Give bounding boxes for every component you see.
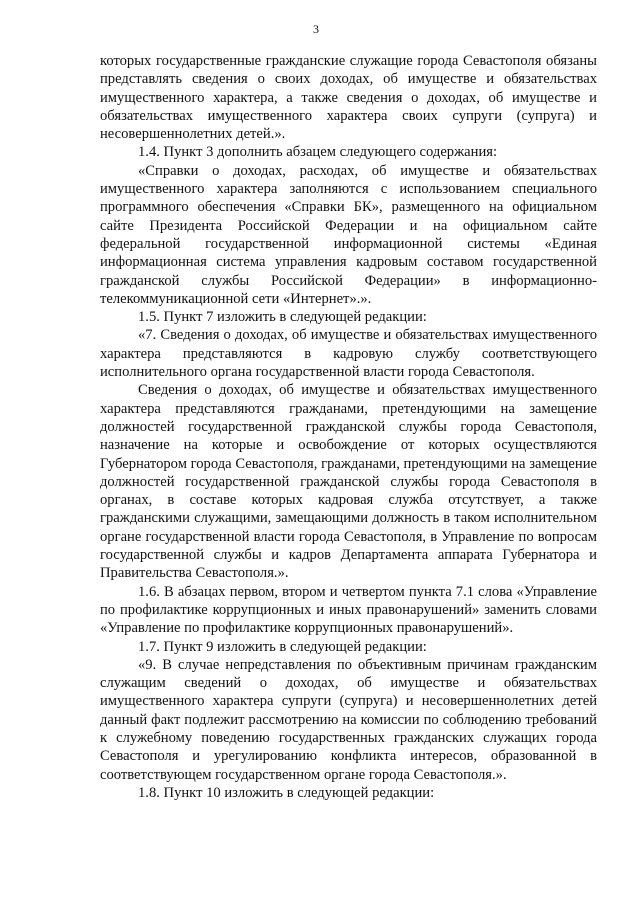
paragraph: Сведения о доходах, об имуществе и обязательствах имущественного характера представляются гражданами, претендующими на замещение должностей государственной гражданской службы города Севастополя, назначение на которые и освобождение от которых осуществляются Губернатором города Севастополя, гражданами, претендующими на замещение должностей государственной гражданской службы города Севастополя в органах, в составе которых кадровая служба отсутствует, а также гражданскими служащими, замещающими должность в таком исполнительном органе государственной власти города Севастополя, в Управление по вопросам государственной службы и кадров Департамента аппарата Губернатора и Правительства Севастополя.». xyxy=(100,382,597,582)
paragraph: «Справки о доходах, расходах, об имуществе и обязательствах имущественного характера заполняются с использованием специального программного обеспечения «Справки БК», размещенного на официальном сайте Президента Российской Федерации и на официальном сайте федеральной государственной информационной системы «Единая информационная система управления кадровым составом государственной гражданской службы Российской Федерации» в информационно-телекоммуникационной сети «Интернет».». xyxy=(100,162,597,307)
page-number: 3 xyxy=(313,22,319,36)
paragraph: 1.6. В абзацах первом, втором и четвертом пункта 7.1 слова «Управление по профилактике коррупционных и иных правонарушений» заменить словами «Управление по профилактике коррупционных правонарушений». xyxy=(100,583,597,637)
paragraph: 1.4. Пункт 3 дополнить абзацем следующего содержания: xyxy=(138,144,498,161)
paragraph: 1.5. Пункт 7 изложить в следующей редакции: xyxy=(138,309,427,326)
paragraph: «9. В случае непредставления по объективным причинам гражданским служащим сведений о доходах, об имуществе и обязательствах имущественного характера супруги (супруга) и несовершеннолетних детей данный факт подлежит рассмотрению на комиссии по соблюдению требований к служебному поведению государственных гражданских служащих города Севастополя и урегулированию конфликта интересов, образованной в соответствующем государственном органе города Севастополя.». xyxy=(100,656,597,783)
paragraph: 1.8. Пункт 10 изложить в следующей редакции: xyxy=(138,784,435,801)
paragraph: 1.7. Пункт 9 изложить в следующей редакции: xyxy=(138,638,427,655)
paragraph: «7. Сведения о доходах, об имуществе и обязательствах имущественного характера представляются в кадровую службу соответствующего исполнительного органа государственной власти города Севастополя. xyxy=(100,327,597,381)
paragraph: которых государственные гражданские служащие города Севастополя обязаны представлять сведения о своих доходах, об имуществе и обязательствах имущественного характера, а также сведения о доходах, об имуществе и обязательствах имущественного характера своих супруги (супруга) и несовершеннолетних детей.». xyxy=(100,53,597,143)
document-body xyxy=(100,52,597,802)
